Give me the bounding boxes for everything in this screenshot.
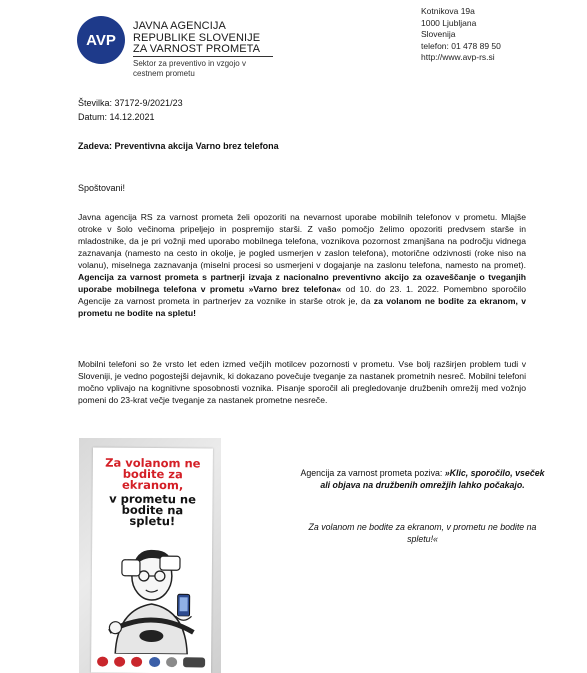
poster-headline-red bbox=[101, 455, 205, 493]
address-phone: telefon: 01 478 89 50 bbox=[421, 40, 501, 51]
body-paragraph-2: Mobilni telefoni so že vrsto let eden izmed večjih motilcev pozornosti v prometu. Vse bolj razširjen problem tudi v Sloveniji, je vedno pogostejši dejavnik, ki dokazano povečuje tveganje za nastanek prometnih nesreč. Mobilni telefoni močno vplivajo na kognitivne sposobnosti voznika. Pisanje sporočil ali pregledovanje družbenih omrežij med vožnjo pomeni do 23-krat večje tveganje za nastanek prometne nesreče. bbox=[78, 359, 526, 405]
sponsor-logo-icon bbox=[166, 657, 177, 667]
svg-text:AVP: AVP bbox=[86, 32, 116, 49]
poster-sponsor-logos bbox=[97, 656, 205, 669]
paragraph-closing-emphasis: za volanom ne bodite za ekranom, v prometu ne bodite na spletu! bbox=[78, 296, 526, 318]
poster-line: Za volanom ne bbox=[105, 455, 201, 471]
header-divider bbox=[133, 56, 273, 57]
sponsor-logo-icon bbox=[149, 657, 160, 667]
address-street: Kotnikova 19a bbox=[421, 6, 475, 16]
organization-name bbox=[133, 21, 260, 56]
body-paragraph-1 bbox=[78, 211, 526, 319]
paragraph-text: Javna agencija RS za varnost prometa želi opozoriti na nevarnost uporabe mobilnih telefonov v prometu. Mlajše otroke v šolo večinoma pripeljejo in pospremijo starši. Z vašo pomočjo želimo opozoriti predvsem starše in mladostnike, da je pri vožnji med uporabo mobilnega telefona, voznikova pozornost zmanjšana na področju vidnega zaznavanja (namesto na cesto in okolje, je pogled usmerjen v zaslon telefona), motorične odzivnosti (roke niso na volanu), miselnega zaznavanja (miselni procesi so usmerjeni v dogajanje na zaslonu telefona, namesto na promet). bbox=[78, 212, 526, 270]
sponsor-logo-icon bbox=[131, 657, 142, 667]
sponsor-logo-icon bbox=[114, 657, 125, 667]
sector-line: Sektor za preventivo in vzgojo v bbox=[133, 59, 246, 68]
poster-line: bodite za ekranom, bbox=[121, 466, 184, 493]
sector-line: cestnem prometu bbox=[133, 69, 195, 78]
sponsor-logo-icon bbox=[97, 657, 108, 667]
paragraph-emphasis: Agencija za varnost prometa s partnerji izvaja z nacionalno preventivno akcijo za ozaveščanje o tveganjih uporabe mobilnega telefona v prometu »Varno brez telefona« bbox=[78, 272, 526, 294]
address-web: http://www.avp-rs.si bbox=[421, 52, 495, 62]
sender-address bbox=[421, 6, 501, 64]
paragraph-text: od 10. do 23. 1. 2022. Pomembno sporočilo Agencije za varnost prometa in partnerjev za voznike in starše otrok je, da bbox=[78, 284, 526, 306]
letter-meta bbox=[78, 96, 183, 124]
salutation: Spoštovani! bbox=[78, 183, 126, 193]
driver-with-phone-illustration bbox=[95, 532, 208, 655]
address-city: 1000 Ljubljana bbox=[421, 17, 477, 28]
sponsor-logo-icon bbox=[183, 657, 205, 667]
poster-card bbox=[91, 447, 213, 673]
poster-line: v prometu ne bbox=[109, 491, 196, 507]
address-country: Slovenija bbox=[421, 29, 456, 39]
letter-date: Datum: 14.12.2021 bbox=[78, 112, 155, 122]
org-name-line: JAVNA AGENCIJA bbox=[133, 20, 226, 32]
campaign-slogan: Za volanom ne bodite za ekranom, v prometu ne bodite na spletu!« bbox=[308, 522, 537, 544]
callout-emphasis: »Klic, sporočilo, vseček ali objava na družbenih omrežjih lahko počakajo. bbox=[320, 468, 545, 490]
poster-headline-black bbox=[100, 491, 204, 529]
callout-prefix: Agencija za varnost prometa poziva: bbox=[300, 468, 445, 478]
org-name-line: REPUBLIKE SLOVENIJE bbox=[133, 31, 261, 44]
org-name-line: ZA VARNOST PROMETA bbox=[133, 43, 261, 55]
sector-name bbox=[133, 59, 273, 79]
poster-line: bodite na spletu! bbox=[121, 502, 184, 529]
campaign-callout bbox=[300, 467, 545, 491]
campaign-poster bbox=[79, 438, 221, 673]
reference-number: Številka: 37172-9/2021/23 bbox=[78, 98, 183, 108]
avp-logo-icon bbox=[76, 15, 126, 65]
letter-subject: Zadeva: Preventivna akcija Varno brez telefona bbox=[78, 141, 279, 151]
